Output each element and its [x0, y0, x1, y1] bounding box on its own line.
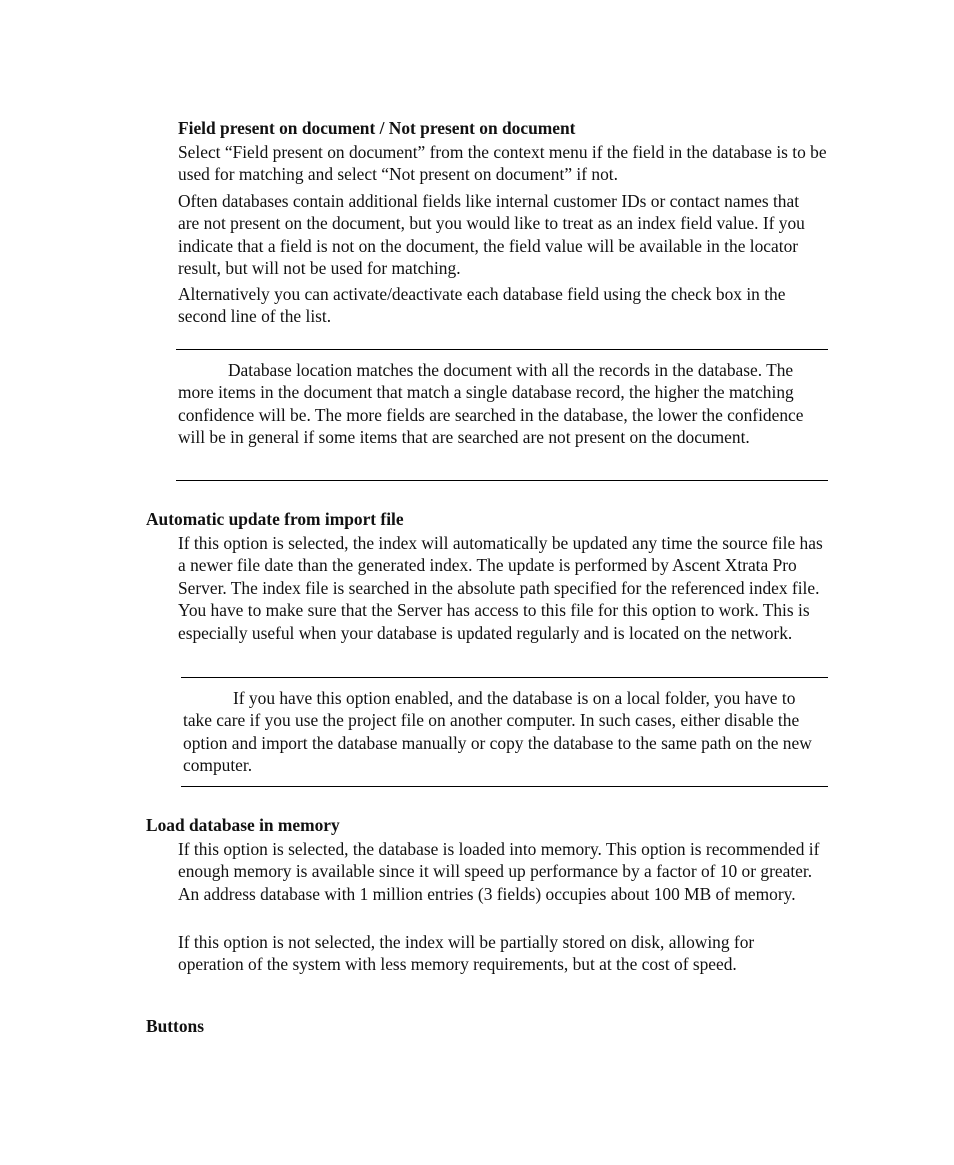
auto-update-heading: Automatic update from import file — [146, 509, 404, 529]
note-text: If you have this option enabled, and the database is on a local folder, you have to take care if you use the project file on another computer. In such cases, either disable the option and import the database manually or copy the database to the same path on the new computer. — [183, 688, 812, 776]
field-present-heading: Field present on document / Not present on document — [178, 118, 576, 138]
buttons-heading: Buttons — [146, 1016, 204, 1036]
field-present-paragraph-1: Select “Field present on document” from the context menu if the field in the database is to be used for matching and select “Not present on document” if not. — [178, 142, 827, 185]
field-present-paragraph-3: Alternatively you can activate/deactivate each database field using the check box in the second line of the list. — [178, 284, 786, 327]
note-text: Database location matches the document with all the records in the database. The more items in the document that match a single database record, the higher the matching confidence will be. The more fields are searched in the database, the lower the confidence will be in general if some items that are searched are not present on the document. — [178, 360, 804, 448]
field-present-paragraph-2: Often databases contain additional fields like internal customer IDs or contact names that are not present on the document, but you would like to treat as an index field value. If you indicate that a field is not on the document, the field value will be available in the locator result, but will not be used for matching. — [178, 191, 805, 279]
auto-update-note — [181, 677, 828, 787]
field-present-note — [176, 349, 828, 481]
auto-update-paragraph: If this option is selected, the index will automatically be updated any time the source file has a newer file date than the generated index. The update is performed by Ascent Xtrata Pro Server. The index file is searched in the absolute path specified for the referenced index file. You have to make sure that the Server has access to this file for this option to work. This is especially useful when your database is updated regularly and is located on the network. — [178, 533, 823, 643]
load-memory-paragraph-2: If this option is not selected, the index will be partially stored on disk, allowing for operation of the system with less memory requirements, but at the cost of speed. — [178, 932, 755, 975]
load-memory-heading: Load database in memory — [146, 815, 340, 835]
load-memory-paragraph-1: If this option is selected, the database is loaded into memory. This option is recommended if enough memory is available since it will speed up performance by a factor of 10 or greater. An address database with 1 million entries (3 fields) occupies about 100 MB of memory. — [178, 839, 820, 904]
